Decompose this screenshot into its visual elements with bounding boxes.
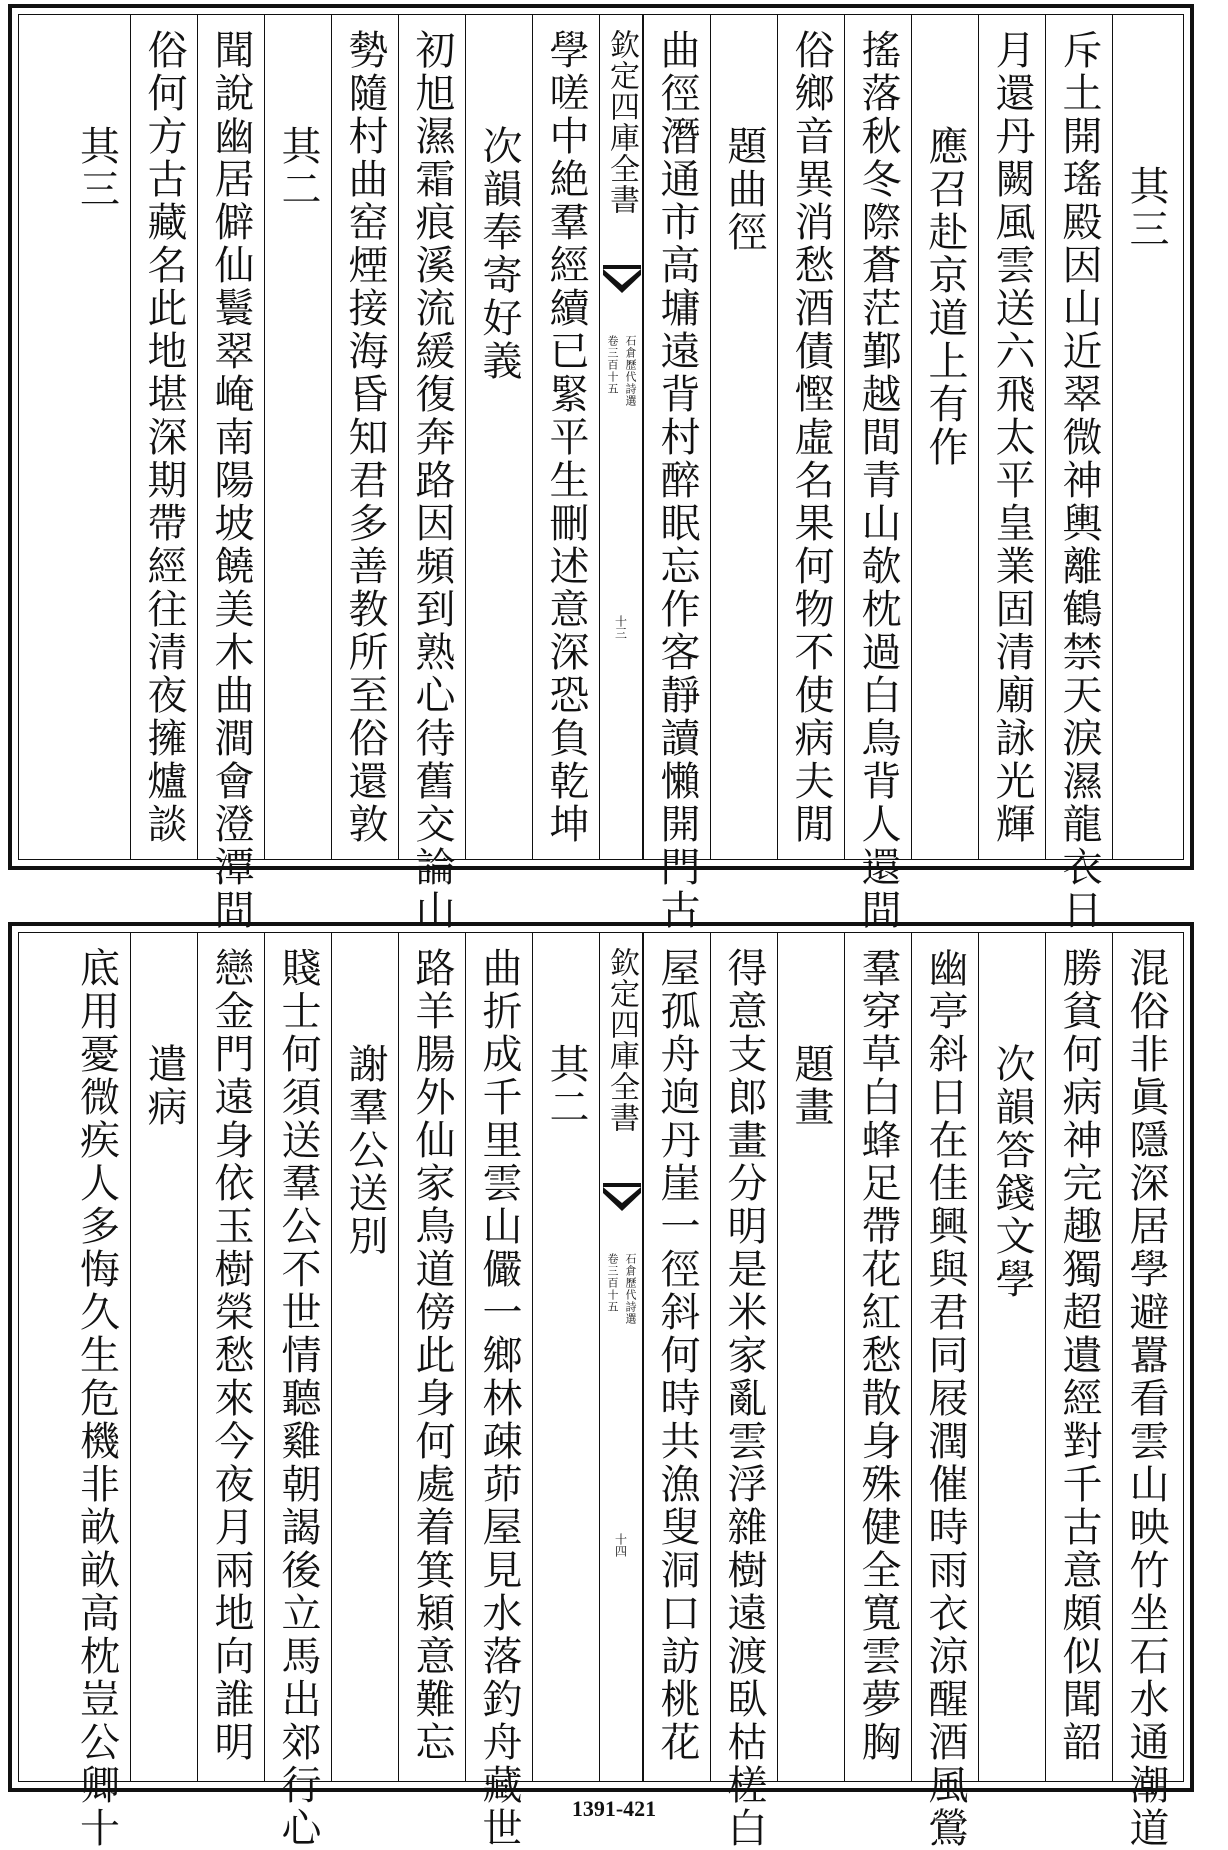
bottom-text-column [643, 933, 710, 1781]
bottom-text-column [1112, 933, 1179, 1850]
bottom-text-column [63, 933, 130, 1850]
bottom-text-column [911, 933, 978, 1850]
bottom-column-text: 底用憂微疾人多悔久生危機非畝畝高枕豈公卿十 [73, 947, 120, 1850]
top-column-text: 其三 [73, 125, 120, 211]
bottom-text-column [465, 933, 532, 1850]
bottom-column-text: 謝羣公送別 [342, 1043, 388, 1258]
bottom-column-text: 屋孤舟逈丹崖一徑斜何時共漁叟洞口訪桃花 [654, 947, 700, 1764]
bottom-text-column [978, 933, 1045, 1781]
top-column-text: 初旭濕霜痕溪流緩復奔路因頻到熟心待舊交論山 [409, 29, 455, 932]
top-column-text: 題曲徑 [721, 125, 767, 254]
bottom-column-text: 羣穿草白蜂足帶花紅愁散身殊健全寬雲夢胸 [855, 947, 901, 1764]
bottom-folio-number: 十四 [613, 1533, 628, 1557]
bottom-column-text: 遣病 [141, 1043, 187, 1129]
top-column-text: 聞說幽居僻仙鬟翠崦南陽坡饒美木曲澗會澄潭問 [208, 29, 254, 932]
top-text-column [398, 15, 465, 932]
top-text-column [63, 15, 130, 859]
top-center-title-column [599, 15, 643, 859]
top-juan-number: 卷三百十五 [606, 335, 619, 395]
top-column-text: 搖落秋冬際蒼茫鄞越間青山欹枕過白鳥背人還問 [855, 29, 901, 932]
bottom-book-title: 欽定四庫全書 [604, 947, 639, 1133]
bottom-column-text: 戀金門遠身依玉樹榮愁來今夜月兩地向誰明 [208, 947, 254, 1764]
bottom-column-text: 混俗非眞隱深居學避囂看雲山映竹坐石水通潮道 [1123, 947, 1169, 1850]
bottom-column-text: 得意支郎畫分明是米家亂雲浮雜樹遠渡臥枯槎白 [721, 947, 767, 1850]
top-text-column [844, 15, 911, 932]
top-column-text: 斥土開瑤殿因山近翠微神輿離鶴禁天淚濕龍衣日 [1056, 29, 1102, 932]
top-column-text: 其三 [1123, 165, 1169, 251]
bottom-text-column [264, 933, 331, 1850]
bottom-text-column [398, 933, 465, 1781]
top-column-text: 俗何方古藏名此地堪深期帶經往清夜擁爐談 [141, 29, 187, 846]
bottom-text-column [532, 933, 599, 1781]
top-page-inner-frame [18, 14, 1184, 932]
bottom-column-text: 路羊腸外仙家鳥道傍此身何處着箕潁意難忘 [409, 947, 455, 1764]
top-column-text: 其二 [275, 125, 321, 211]
bottom-column-text: 幽亭斜日在佳興與君同屐潤催時雨衣涼醒酒風鶯 [922, 947, 968, 1850]
top-text-column [777, 15, 844, 859]
bottom-column-text: 題畫 [788, 1043, 834, 1129]
page-footer-number: 1391-421 [571, 1796, 657, 1821]
bottom-text-column [1045, 933, 1112, 1781]
top-book-name: 石倉歷代詩選 [624, 335, 637, 407]
top-text-column [264, 15, 331, 859]
top-text-column [1112, 15, 1179, 859]
bottom-text-column [130, 933, 197, 1781]
top-text-column [197, 15, 264, 932]
top-column-text: 次韻奉寄好義 [476, 125, 522, 383]
top-text-column [465, 15, 532, 859]
top-column-text: 俗鄉音異消愁酒債慳虛名果何物不使病夫閒 [788, 29, 834, 846]
top-page-panel [8, 4, 1194, 932]
top-text-column [130, 15, 197, 859]
bottom-column-text: 勝貧何病神完趣獨超遺經對千古意頗似聞韶 [1056, 947, 1102, 1764]
bottom-text-column [844, 933, 911, 1781]
top-column-text: 應召赴京道上有作 [922, 125, 968, 469]
top-column-text: 月還丹闕風雲送六飛太平皇業固清廟詠光輝 [989, 29, 1035, 846]
top-folio-number: 十三 [613, 615, 628, 639]
top-text-column [643, 15, 710, 932]
bottom-column-text: 次韻答錢文學 [989, 1043, 1035, 1301]
top-column-text: 勢隨村曲窑煙接海昏知君多善教所至俗還敦 [342, 29, 388, 846]
bottom-column-text: 賤士何須送羣公不世情聽雞朝謁後立馬出郊行心 [275, 947, 321, 1850]
bottom-center-title-column [599, 933, 643, 1781]
top-text-column [331, 15, 398, 859]
top-text-column [710, 15, 777, 859]
bottom-book-name: 石倉歷代詩選 [624, 1253, 637, 1325]
bottom-fishtail-mark-icon [603, 1183, 641, 1223]
top-column-text: 學嗟中絶羣經續已緊平生刪述意深恐負乾坤 [543, 29, 589, 846]
bottom-text-column [777, 933, 844, 1781]
top-text-column [532, 15, 599, 859]
top-fishtail-mark-icon [603, 265, 641, 305]
top-text-column [978, 15, 1045, 859]
bottom-text-column [710, 933, 777, 1850]
top-book-title: 欽定四庫全書 [604, 29, 639, 215]
bottom-juan-number: 卷三百十五 [606, 1253, 619, 1313]
top-column-text: 曲徑潛通市高墉遠背村醉眠忘作客靜讀懶開門古 [654, 29, 700, 932]
bottom-text-column [197, 933, 264, 1781]
bottom-text-column [331, 933, 398, 1781]
top-text-column [1045, 15, 1112, 932]
bottom-column-text: 曲折成千里雲山儼一鄉林疎茆屋見水落釣舟藏世 [476, 947, 522, 1850]
top-text-column [911, 15, 978, 859]
bottom-column-text: 其二 [543, 1043, 589, 1129]
